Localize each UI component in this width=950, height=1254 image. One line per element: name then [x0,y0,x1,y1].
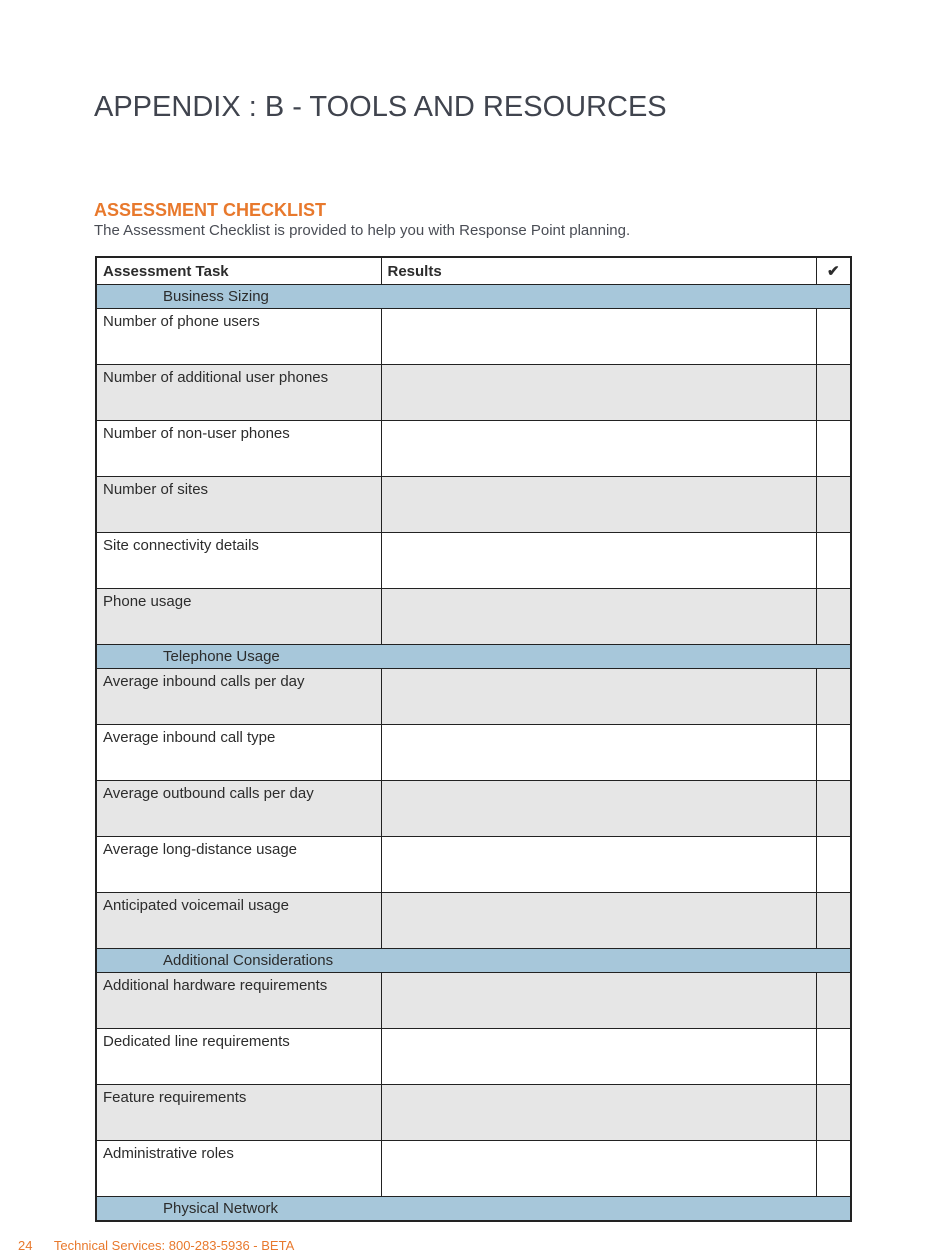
task-label: Average outbound calls per day [96,781,381,837]
task-label: Average inbound call type [96,725,381,781]
table-row [96,1141,851,1197]
results-cell[interactable] [381,421,816,477]
check-cell[interactable] [816,533,851,589]
results-cell[interactable] [381,893,816,949]
check-cell[interactable] [816,837,851,893]
table-row [96,477,851,533]
check-cell[interactable] [816,365,851,421]
check-cell[interactable] [816,973,851,1029]
page-title: APPENDIX : B - TOOLS AND RESOURCES [94,91,667,123]
table-row [96,725,851,781]
results-cell[interactable] [381,309,816,365]
task-label: Dedicated line requirements [96,1029,381,1085]
results-cell[interactable] [381,1141,816,1197]
table-row [96,533,851,589]
table-row [96,973,851,1029]
check-cell[interactable] [816,1085,851,1141]
section-intro: The Assessment Checklist is provided to help you with Response Point planning. [94,222,631,239]
section-heading: ASSESSMENT CHECKLIST [94,200,327,220]
check-cell[interactable] [816,309,851,365]
results-cell[interactable] [381,973,816,1029]
table-row [96,781,851,837]
results-cell[interactable] [381,533,816,589]
check-cell[interactable] [816,421,851,477]
footer-contact: Technical Services: 800-283-5936 - BETA [53,1238,295,1253]
table-row [96,1029,851,1085]
header-assessment-task: Assessment Task [96,257,381,285]
table-row [96,589,851,645]
category-row [96,285,851,309]
results-cell[interactable] [381,589,816,645]
header-checkmark-icon: ✔ [816,257,851,285]
assessment-checklist-table [95,256,852,1222]
check-cell[interactable] [816,1141,851,1197]
task-label: Site connectivity details [96,533,381,589]
results-cell[interactable] [381,781,816,837]
table-row [96,1085,851,1141]
task-label: Additional hardware requirements [96,973,381,1029]
task-label: Number of additional user phones [96,365,381,421]
check-cell[interactable] [816,477,851,533]
results-cell[interactable] [381,725,816,781]
task-label: Number of phone users [96,309,381,365]
task-label: Anticipated voicemail usage [96,893,381,949]
results-cell[interactable] [381,477,816,533]
table-row [96,365,851,421]
task-label: Average inbound calls per day [96,669,381,725]
task-label: Average long-distance usage [96,837,381,893]
task-label: Administrative roles [96,1141,381,1197]
table-header-row [96,257,851,285]
table-row [96,669,851,725]
results-cell[interactable] [381,1029,816,1085]
check-cell[interactable] [816,781,851,837]
table-row [96,421,851,477]
check-cell[interactable] [816,725,851,781]
check-cell[interactable] [816,589,851,645]
check-cell[interactable] [816,893,851,949]
category-row [96,1197,851,1222]
table-row [96,309,851,365]
results-cell[interactable] [381,669,816,725]
category-label: Additional Considerations [96,949,851,973]
table-row [96,837,851,893]
category-row [96,645,851,669]
category-label: Business Sizing [96,285,851,309]
category-label: Telephone Usage [96,645,851,669]
page-number: 24 [18,1238,33,1253]
category-row [96,949,851,973]
task-label: Number of non-user phones [96,421,381,477]
check-cell[interactable] [816,1029,851,1085]
page-footer [18,1238,294,1253]
task-label: Number of sites [96,477,381,533]
task-label: Phone usage [96,589,381,645]
category-label: Physical Network [96,1197,851,1222]
results-cell[interactable] [381,365,816,421]
results-cell[interactable] [381,837,816,893]
table-row [96,893,851,949]
task-label: Feature requirements [96,1085,381,1141]
check-cell[interactable] [816,669,851,725]
header-results: Results [381,257,816,285]
results-cell[interactable] [381,1085,816,1141]
